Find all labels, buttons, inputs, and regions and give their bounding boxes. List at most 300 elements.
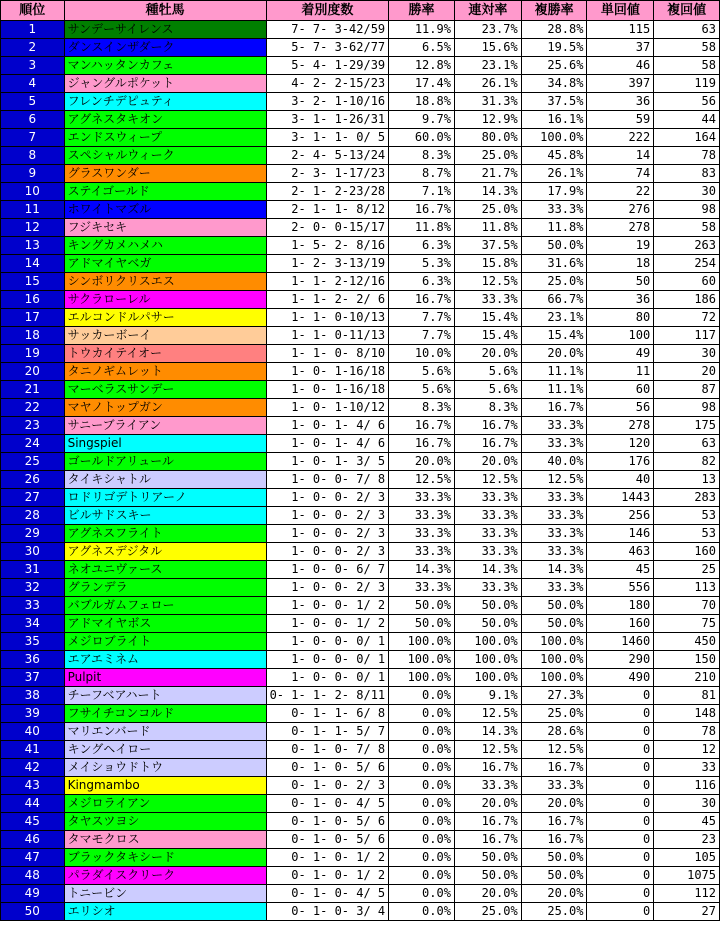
cell-record: 4- 2- 2-15/23 bbox=[266, 75, 389, 93]
cell-win-rate: 33.3% bbox=[389, 489, 455, 507]
cell-win-rate: 50.0% bbox=[389, 597, 455, 615]
header-win-rate: 勝率 bbox=[389, 1, 455, 21]
cell-record: 1- 1- 2- 2/ 6 bbox=[266, 291, 389, 309]
cell-sire: トウカイテイオー bbox=[64, 345, 266, 363]
cell-rank: 18 bbox=[1, 327, 65, 345]
cell-win-return: 22 bbox=[587, 183, 654, 201]
cell-place-rate: 66.7% bbox=[521, 291, 587, 309]
cell-place-rate: 12.5% bbox=[521, 471, 587, 489]
cell-quinella-rate: 16.7% bbox=[454, 813, 521, 831]
cell-sire: ビルサドスキー bbox=[64, 507, 266, 525]
cell-rank: 15 bbox=[1, 273, 65, 291]
table-row bbox=[1, 183, 720, 201]
table-row bbox=[1, 615, 720, 633]
cell-place-rate: 50.0% bbox=[521, 615, 587, 633]
cell-quinella-rate: 20.0% bbox=[454, 345, 521, 363]
cell-quinella-rate: 14.3% bbox=[454, 561, 521, 579]
cell-win-rate: 33.3% bbox=[389, 579, 455, 597]
cell-place-rate: 33.3% bbox=[521, 417, 587, 435]
cell-win-rate: 5.3% bbox=[389, 255, 455, 273]
cell-place-return: 30 bbox=[654, 183, 720, 201]
cell-win-return: 19 bbox=[587, 237, 654, 255]
cell-win-rate: 14.3% bbox=[389, 561, 455, 579]
cell-place-return: 78 bbox=[654, 723, 720, 741]
cell-record: 1- 0- 1-16/18 bbox=[266, 363, 389, 381]
cell-rank: 40 bbox=[1, 723, 65, 741]
cell-win-rate: 16.7% bbox=[389, 291, 455, 309]
cell-place-return: 119 bbox=[654, 75, 720, 93]
cell-place-rate: 25.0% bbox=[521, 273, 587, 291]
cell-record: 1- 0- 1- 4/ 6 bbox=[266, 417, 389, 435]
cell-win-return: 0 bbox=[587, 795, 654, 813]
cell-place-rate: 11.1% bbox=[521, 381, 587, 399]
cell-quinella-rate: 12.5% bbox=[454, 273, 521, 291]
cell-win-return: 0 bbox=[587, 759, 654, 777]
cell-record: 3- 1- 1-26/31 bbox=[266, 111, 389, 129]
table-row bbox=[1, 291, 720, 309]
cell-place-rate: 33.3% bbox=[521, 543, 587, 561]
cell-record: 1- 2- 3-13/19 bbox=[266, 255, 389, 273]
cell-quinella-rate: 37.5% bbox=[454, 237, 521, 255]
cell-win-return: 0 bbox=[587, 723, 654, 741]
cell-place-rate: 14.3% bbox=[521, 561, 587, 579]
cell-rank: 42 bbox=[1, 759, 65, 777]
cell-rank: 25 bbox=[1, 453, 65, 471]
cell-win-return: 0 bbox=[587, 867, 654, 885]
cell-record: 1- 0- 0- 1/ 2 bbox=[266, 597, 389, 615]
cell-sire: タイキシャトル bbox=[64, 471, 266, 489]
cell-place-rate: 19.5% bbox=[521, 39, 587, 57]
cell-sire: Singspiel bbox=[64, 435, 266, 453]
cell-rank: 22 bbox=[1, 399, 65, 417]
cell-sire: エリシオ bbox=[64, 903, 266, 921]
cell-place-return: 72 bbox=[654, 309, 720, 327]
cell-place-return: 75 bbox=[654, 615, 720, 633]
cell-rank: 8 bbox=[1, 147, 65, 165]
cell-sire: アドマイヤボス bbox=[64, 615, 266, 633]
cell-sire: ゴールドアリュール bbox=[64, 453, 266, 471]
cell-place-rate: 27.3% bbox=[521, 687, 587, 705]
cell-win-return: 0 bbox=[587, 687, 654, 705]
cell-place-return: 263 bbox=[654, 237, 720, 255]
cell-rank: 35 bbox=[1, 633, 65, 651]
cell-quinella-rate: 25.0% bbox=[454, 201, 521, 219]
header-rank: 順位 bbox=[1, 1, 65, 21]
cell-record: 0- 1- 0- 1/ 2 bbox=[266, 849, 389, 867]
cell-record: 5- 7- 3-62/77 bbox=[266, 39, 389, 57]
cell-record: 1- 0- 0- 6/ 7 bbox=[266, 561, 389, 579]
header-row bbox=[1, 1, 720, 21]
cell-place-rate: 28.6% bbox=[521, 723, 587, 741]
cell-sire: エルコンドルパサー bbox=[64, 309, 266, 327]
cell-place-return: 44 bbox=[654, 111, 720, 129]
cell-record: 2- 4- 5-13/24 bbox=[266, 147, 389, 165]
table-row bbox=[1, 57, 720, 75]
cell-sire: サンデーサイレンス bbox=[64, 21, 266, 39]
cell-win-rate: 5.6% bbox=[389, 381, 455, 399]
cell-record: 7- 7- 3-42/59 bbox=[266, 21, 389, 39]
cell-place-return: 150 bbox=[654, 651, 720, 669]
cell-place-return: 63 bbox=[654, 435, 720, 453]
cell-win-return: 0 bbox=[587, 885, 654, 903]
cell-win-rate: 0.0% bbox=[389, 705, 455, 723]
cell-win-rate: 10.0% bbox=[389, 345, 455, 363]
table-row bbox=[1, 543, 720, 561]
cell-win-rate: 100.0% bbox=[389, 633, 455, 651]
cell-quinella-rate: 100.0% bbox=[454, 669, 521, 687]
cell-sire: アグネスタキオン bbox=[64, 111, 266, 129]
cell-sire: エアエミネム bbox=[64, 651, 266, 669]
cell-win-rate: 0.0% bbox=[389, 723, 455, 741]
cell-rank: 17 bbox=[1, 309, 65, 327]
cell-record: 1- 0- 0- 2/ 3 bbox=[266, 507, 389, 525]
table-row bbox=[1, 903, 720, 921]
cell-rank: 45 bbox=[1, 813, 65, 831]
cell-place-rate: 37.5% bbox=[521, 93, 587, 111]
cell-win-rate: 0.0% bbox=[389, 759, 455, 777]
cell-record: 1- 0- 0- 2/ 3 bbox=[266, 579, 389, 597]
header-record: 着別度数 bbox=[266, 1, 389, 21]
cell-record: 3- 1- 1- 0/ 5 bbox=[266, 129, 389, 147]
cell-rank: 29 bbox=[1, 525, 65, 543]
table-row bbox=[1, 309, 720, 327]
cell-rank: 31 bbox=[1, 561, 65, 579]
table-row bbox=[1, 561, 720, 579]
cell-place-rate: 31.6% bbox=[521, 255, 587, 273]
cell-win-rate: 7.1% bbox=[389, 183, 455, 201]
cell-place-return: 27 bbox=[654, 903, 720, 921]
cell-sire: キングカメハメハ bbox=[64, 237, 266, 255]
cell-place-return: 98 bbox=[654, 201, 720, 219]
cell-record: 1- 1- 0-11/13 bbox=[266, 327, 389, 345]
table-row bbox=[1, 525, 720, 543]
cell-win-return: 290 bbox=[587, 651, 654, 669]
cell-rank: 2 bbox=[1, 39, 65, 57]
cell-rank: 4 bbox=[1, 75, 65, 93]
cell-record: 1- 0- 1-16/18 bbox=[266, 381, 389, 399]
cell-place-return: 87 bbox=[654, 381, 720, 399]
cell-place-return: 13 bbox=[654, 471, 720, 489]
cell-record: 0- 1- 0- 4/ 5 bbox=[266, 885, 389, 903]
cell-place-rate: 11.8% bbox=[521, 219, 587, 237]
cell-quinella-rate: 20.0% bbox=[454, 885, 521, 903]
cell-rank: 30 bbox=[1, 543, 65, 561]
cell-win-rate: 5.6% bbox=[389, 363, 455, 381]
cell-sire: バブルガムフェロー bbox=[64, 597, 266, 615]
cell-quinella-rate: 23.7% bbox=[454, 21, 521, 39]
cell-win-return: 0 bbox=[587, 903, 654, 921]
cell-quinella-rate: 21.7% bbox=[454, 165, 521, 183]
table-row bbox=[1, 741, 720, 759]
cell-win-return: 11 bbox=[587, 363, 654, 381]
cell-place-rate: 45.8% bbox=[521, 147, 587, 165]
table-row bbox=[1, 795, 720, 813]
cell-win-rate: 9.7% bbox=[389, 111, 455, 129]
cell-rank: 14 bbox=[1, 255, 65, 273]
cell-record: 0- 1- 0- 3/ 4 bbox=[266, 903, 389, 921]
cell-place-return: 1075 bbox=[654, 867, 720, 885]
table-row bbox=[1, 633, 720, 651]
cell-win-return: 49 bbox=[587, 345, 654, 363]
cell-sire: チーフベアハート bbox=[64, 687, 266, 705]
table-row bbox=[1, 111, 720, 129]
cell-win-return: 0 bbox=[587, 705, 654, 723]
cell-quinella-rate: 12.5% bbox=[454, 471, 521, 489]
cell-win-return: 59 bbox=[587, 111, 654, 129]
cell-record: 1- 0- 0- 2/ 3 bbox=[266, 543, 389, 561]
cell-quinella-rate: 100.0% bbox=[454, 633, 521, 651]
cell-record: 1- 5- 2- 8/16 bbox=[266, 237, 389, 255]
cell-win-return: 256 bbox=[587, 507, 654, 525]
table-row bbox=[1, 39, 720, 57]
header-win-return: 単回値 bbox=[587, 1, 654, 21]
header-place-rate: 複勝率 bbox=[521, 1, 587, 21]
cell-quinella-rate: 23.1% bbox=[454, 57, 521, 75]
cell-record: 1- 0- 0- 2/ 3 bbox=[266, 525, 389, 543]
cell-place-return: 116 bbox=[654, 777, 720, 795]
cell-win-return: 0 bbox=[587, 741, 654, 759]
cell-record: 3- 2- 1-10/16 bbox=[266, 93, 389, 111]
cell-place-rate: 50.0% bbox=[521, 237, 587, 255]
cell-place-rate: 16.7% bbox=[521, 813, 587, 831]
cell-place-return: 81 bbox=[654, 687, 720, 705]
cell-place-rate: 33.3% bbox=[521, 201, 587, 219]
cell-quinella-rate: 16.7% bbox=[454, 759, 521, 777]
table-row bbox=[1, 417, 720, 435]
cell-rank: 44 bbox=[1, 795, 65, 813]
cell-sire: メイショウドトウ bbox=[64, 759, 266, 777]
cell-record: 1- 1- 0-10/13 bbox=[266, 309, 389, 327]
cell-win-rate: 11.8% bbox=[389, 219, 455, 237]
cell-quinella-rate: 25.0% bbox=[454, 903, 521, 921]
cell-sire: グランデラ bbox=[64, 579, 266, 597]
cell-win-return: 0 bbox=[587, 831, 654, 849]
cell-quinella-rate: 20.0% bbox=[454, 453, 521, 471]
cell-place-return: 70 bbox=[654, 597, 720, 615]
cell-record: 0- 1- 0- 5/ 6 bbox=[266, 813, 389, 831]
cell-win-return: 80 bbox=[587, 309, 654, 327]
cell-win-return: 278 bbox=[587, 219, 654, 237]
cell-rank: 1 bbox=[1, 21, 65, 39]
table-row bbox=[1, 381, 720, 399]
cell-sire: ロドリゴデトリアーノ bbox=[64, 489, 266, 507]
cell-place-return: 98 bbox=[654, 399, 720, 417]
cell-quinella-rate: 12.9% bbox=[454, 111, 521, 129]
table-row bbox=[1, 237, 720, 255]
table-row bbox=[1, 363, 720, 381]
table-row bbox=[1, 255, 720, 273]
cell-place-return: 113 bbox=[654, 579, 720, 597]
cell-place-rate: 25.0% bbox=[521, 705, 587, 723]
cell-place-return: 112 bbox=[654, 885, 720, 903]
cell-rank: 12 bbox=[1, 219, 65, 237]
cell-place-return: 83 bbox=[654, 165, 720, 183]
cell-record: 0- 1- 0- 1/ 2 bbox=[266, 867, 389, 885]
cell-win-rate: 0.0% bbox=[389, 849, 455, 867]
table-row bbox=[1, 849, 720, 867]
cell-win-rate: 7.7% bbox=[389, 309, 455, 327]
cell-win-rate: 7.7% bbox=[389, 327, 455, 345]
cell-quinella-rate: 14.3% bbox=[454, 183, 521, 201]
cell-win-rate: 50.0% bbox=[389, 615, 455, 633]
cell-place-rate: 33.3% bbox=[521, 435, 587, 453]
cell-record: 0- 1- 1- 2- 8/11 bbox=[266, 687, 389, 705]
cell-quinella-rate: 5.6% bbox=[454, 363, 521, 381]
cell-place-return: 58 bbox=[654, 219, 720, 237]
cell-win-rate: 18.8% bbox=[389, 93, 455, 111]
cell-rank: 13 bbox=[1, 237, 65, 255]
cell-win-return: 45 bbox=[587, 561, 654, 579]
cell-win-rate: 16.7% bbox=[389, 201, 455, 219]
cell-quinella-rate: 50.0% bbox=[454, 849, 521, 867]
cell-place-return: 450 bbox=[654, 633, 720, 651]
table-row bbox=[1, 813, 720, 831]
cell-win-rate: 6.5% bbox=[389, 39, 455, 57]
cell-record: 1- 0- 0- 1/ 2 bbox=[266, 615, 389, 633]
cell-win-return: 56 bbox=[587, 399, 654, 417]
cell-place-rate: 23.1% bbox=[521, 309, 587, 327]
cell-win-rate: 60.0% bbox=[389, 129, 455, 147]
cell-place-rate: 33.3% bbox=[521, 777, 587, 795]
cell-quinella-rate: 16.7% bbox=[454, 435, 521, 453]
cell-win-rate: 100.0% bbox=[389, 669, 455, 687]
cell-record: 2- 1- 2-23/28 bbox=[266, 183, 389, 201]
cell-win-rate: 100.0% bbox=[389, 651, 455, 669]
cell-place-return: 20 bbox=[654, 363, 720, 381]
cell-place-rate: 25.0% bbox=[521, 903, 587, 921]
cell-win-return: 222 bbox=[587, 129, 654, 147]
cell-quinella-rate: 14.3% bbox=[454, 723, 521, 741]
cell-place-return: 117 bbox=[654, 327, 720, 345]
cell-place-return: 60 bbox=[654, 273, 720, 291]
cell-rank: 50 bbox=[1, 903, 65, 921]
cell-place-rate: 40.0% bbox=[521, 453, 587, 471]
cell-place-rate: 16.7% bbox=[521, 831, 587, 849]
cell-rank: 5 bbox=[1, 93, 65, 111]
cell-record: 1- 1- 0- 8/10 bbox=[266, 345, 389, 363]
cell-place-return: 53 bbox=[654, 507, 720, 525]
cell-rank: 11 bbox=[1, 201, 65, 219]
cell-quinella-rate: 12.5% bbox=[454, 741, 521, 759]
cell-sire: アドマイヤベガ bbox=[64, 255, 266, 273]
cell-rank: 9 bbox=[1, 165, 65, 183]
cell-place-rate: 50.0% bbox=[521, 597, 587, 615]
table-row bbox=[1, 579, 720, 597]
cell-quinella-rate: 100.0% bbox=[454, 651, 521, 669]
table-row bbox=[1, 723, 720, 741]
header-quinella-rate: 連対率 bbox=[454, 1, 521, 21]
cell-sire: メジロライアン bbox=[64, 795, 266, 813]
cell-place-rate: 16.7% bbox=[521, 399, 587, 417]
table-row bbox=[1, 21, 720, 39]
cell-place-return: 78 bbox=[654, 147, 720, 165]
cell-rank: 27 bbox=[1, 489, 65, 507]
cell-win-rate: 16.7% bbox=[389, 417, 455, 435]
table-row bbox=[1, 705, 720, 723]
cell-sire: キングヘイロー bbox=[64, 741, 266, 759]
cell-record: 1- 0- 1- 4/ 6 bbox=[266, 435, 389, 453]
cell-sire: マンハッタンカフェ bbox=[64, 57, 266, 75]
table-row bbox=[1, 651, 720, 669]
cell-quinella-rate: 5.6% bbox=[454, 381, 521, 399]
cell-record: 0- 1- 1- 5/ 7 bbox=[266, 723, 389, 741]
table-row bbox=[1, 885, 720, 903]
cell-win-return: 46 bbox=[587, 57, 654, 75]
cell-sire: ネオユニヴァース bbox=[64, 561, 266, 579]
cell-win-rate: 8.7% bbox=[389, 165, 455, 183]
cell-rank: 19 bbox=[1, 345, 65, 363]
table-row bbox=[1, 165, 720, 183]
cell-rank: 39 bbox=[1, 705, 65, 723]
table-row bbox=[1, 201, 720, 219]
cell-win-rate: 0.0% bbox=[389, 741, 455, 759]
cell-rank: 34 bbox=[1, 615, 65, 633]
cell-place-rate: 20.0% bbox=[521, 795, 587, 813]
table-row bbox=[1, 273, 720, 291]
cell-win-return: 14 bbox=[587, 147, 654, 165]
cell-record: 0- 1- 0- 4/ 5 bbox=[266, 795, 389, 813]
cell-place-rate: 50.0% bbox=[521, 867, 587, 885]
cell-record: 1- 0- 0- 0/ 1 bbox=[266, 669, 389, 687]
table-row bbox=[1, 507, 720, 525]
cell-quinella-rate: 33.3% bbox=[454, 291, 521, 309]
cell-record: 1- 0- 1-10/12 bbox=[266, 399, 389, 417]
cell-place-return: 63 bbox=[654, 21, 720, 39]
cell-record: 0- 1- 0- 5/ 6 bbox=[266, 759, 389, 777]
cell-place-return: 105 bbox=[654, 849, 720, 867]
cell-win-rate: 12.8% bbox=[389, 57, 455, 75]
cell-win-return: 18 bbox=[587, 255, 654, 273]
cell-win-return: 0 bbox=[587, 777, 654, 795]
cell-win-rate: 33.3% bbox=[389, 507, 455, 525]
cell-quinella-rate: 9.1% bbox=[454, 687, 521, 705]
cell-win-rate: 33.3% bbox=[389, 525, 455, 543]
cell-sire: ジャングルポケット bbox=[64, 75, 266, 93]
cell-place-return: 53 bbox=[654, 525, 720, 543]
cell-win-rate: 12.5% bbox=[389, 471, 455, 489]
cell-record: 1- 0- 0- 0/ 1 bbox=[266, 633, 389, 651]
cell-place-rate: 34.8% bbox=[521, 75, 587, 93]
cell-win-return: 100 bbox=[587, 327, 654, 345]
cell-rank: 32 bbox=[1, 579, 65, 597]
cell-record: 5- 4- 1-29/39 bbox=[266, 57, 389, 75]
cell-sire: マーベラスサンデー bbox=[64, 381, 266, 399]
cell-quinella-rate: 16.7% bbox=[454, 417, 521, 435]
cell-quinella-rate: 33.3% bbox=[454, 525, 521, 543]
cell-sire: シンボリクリスエス bbox=[64, 273, 266, 291]
cell-place-rate: 33.3% bbox=[521, 525, 587, 543]
cell-rank: 26 bbox=[1, 471, 65, 489]
cell-quinella-rate: 50.0% bbox=[454, 597, 521, 615]
table-row bbox=[1, 345, 720, 363]
cell-win-return: 397 bbox=[587, 75, 654, 93]
cell-win-rate: 11.9% bbox=[389, 21, 455, 39]
cell-win-return: 60 bbox=[587, 381, 654, 399]
cell-sire: タニノギムレット bbox=[64, 363, 266, 381]
cell-sire: アグネスフライト bbox=[64, 525, 266, 543]
cell-win-return: 176 bbox=[587, 453, 654, 471]
cell-rank: 36 bbox=[1, 651, 65, 669]
cell-quinella-rate: 31.3% bbox=[454, 93, 521, 111]
cell-place-rate: 26.1% bbox=[521, 165, 587, 183]
cell-rank: 21 bbox=[1, 381, 65, 399]
table-row bbox=[1, 597, 720, 615]
cell-sire: メジロブライト bbox=[64, 633, 266, 651]
cell-win-return: 160 bbox=[587, 615, 654, 633]
cell-sire: マヤノトップガン bbox=[64, 399, 266, 417]
cell-win-return: 180 bbox=[587, 597, 654, 615]
cell-rank: 6 bbox=[1, 111, 65, 129]
